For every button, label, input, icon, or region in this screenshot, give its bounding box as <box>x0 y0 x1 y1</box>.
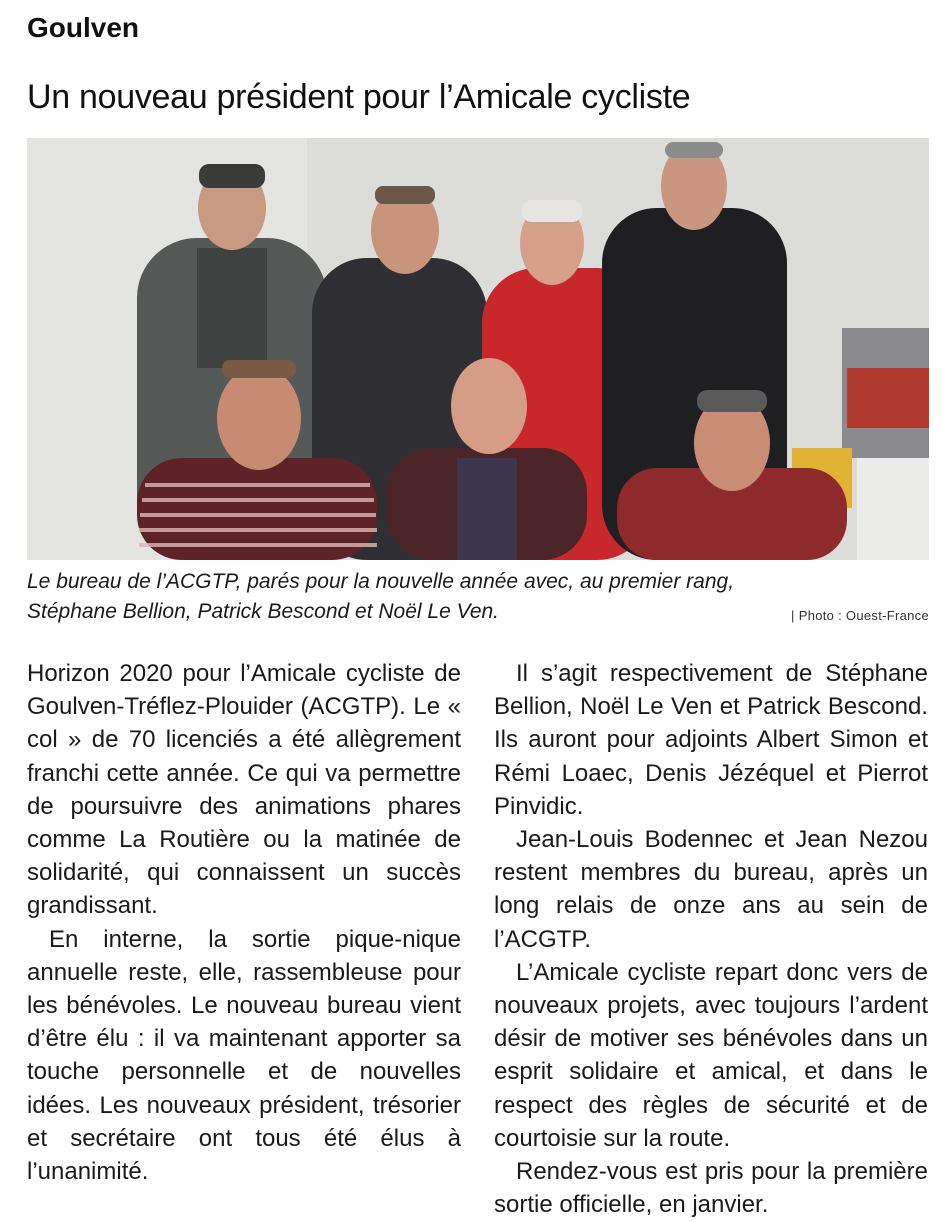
group-photo <box>27 138 929 560</box>
paragraph: Rendez-vous est pris pour la première sortie officielle, en janvier. <box>494 1158 928 1219</box>
photo-credit <box>791 608 929 623</box>
paragraph: L’Amicale cycliste repart donc vers de nouveaux projets, avec toujours l’ardent désir de motiver ses bénévoles dans un esprit solidaire et amical, et dans le respect des règles de sécurité et de courtoisie sur la route. <box>494 958 928 1152</box>
caption-line-2: Stéphane Bellion, Patrick Bescond et Noël Le Ven. <box>27 600 500 623</box>
paragraph: Il s’agit respectivement de Stéphane Bellion, Noël Le Ven et Patrick Bescond. Ils auront pour adjoints Albert Simon et Rémi Loaec, Denis Jézéquel et Pierrot Pinvidic. <box>494 660 928 820</box>
section-label: Goulven <box>27 12 140 43</box>
article-column-right <box>494 657 928 1221</box>
caption-line-1: Le bureau de l’ACGTP, parés pour la nouvelle année avec, au premier rang, <box>27 570 735 593</box>
paragraph: Horizon 2020 pour l’Amicale cycliste de Goulven-Tréflez-Plouider (ACGTP). Le « col » de 70 licenciés a été allègrement franchi cette année. Ce qui va permettre de poursuivre des animations phares comme La Routière ou la matinée de solidarité, qui connaissent un succès grandissant. <box>27 660 461 920</box>
credit-separator: | <box>791 608 795 623</box>
article-column-left <box>27 657 461 1188</box>
paragraph: En interne, la sortie pique-nique annuelle reste, elle, rassembleuse pour les bénévoles. Le nouveau bureau vient d’être élu : il va maintenant apporter sa touche personnelle et de nouvelles idées. Les nouveaux président, trésorier et secrétaire ont tous été élus à l’unanimité. <box>27 925 461 1186</box>
paragraph: Jean-Louis Bodennec et Jean Nezou restent membres du bureau, après un long relais de onze ans au sein de l’ACGTP. <box>494 826 928 953</box>
credit-text: Photo : Ouest-France <box>798 608 929 623</box>
article-headline: Un nouveau président pour l’Amicale cycliste <box>27 78 691 116</box>
